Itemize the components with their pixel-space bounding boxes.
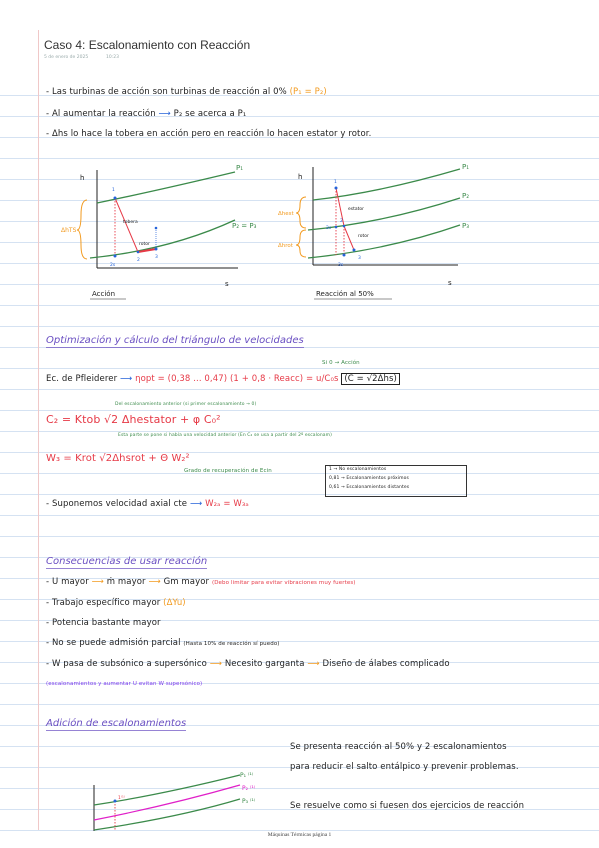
arrow-right-icon: ⟶ [158,109,171,119]
label-pt2: 2 [340,219,343,224]
cons-line-6: (escalonamientos y aumentar U evitan W supersónico) [46,681,203,687]
caption-reaccion: Reacción al 50% [316,290,374,298]
note-si0: Si 0 → Acción [322,360,360,366]
note-c2: Del escalonamiento anterior (si primer escalonamiento → 0) [115,402,257,407]
label-s: s [225,280,229,288]
label-pt2s: 2s [326,226,332,231]
intro-line-2-b: P₂ se acerca a P₁ [173,109,247,119]
cons-5-a: - W pasa de subsónico a supersónico [46,659,207,669]
label-p1: P₁ [462,163,470,171]
cons-4-note: (Hasta 10% de reacción sí puedo) [183,641,280,647]
intro-line-2 [46,109,246,119]
heading-adicion: Adición de escalonamientos [46,718,187,729]
label-p3: P₃ [462,222,470,230]
tobera-line [115,198,138,252]
margin-line [38,30,39,830]
cons-5-c: Diseño de álabes complicado [322,659,450,669]
pfleiderer-c: (C = √2Δhs) [341,373,400,385]
label-pt1: 1 [334,180,337,185]
cons-line-2 [46,598,186,608]
arrow-right-icon: ⟶ [120,374,133,384]
arrow-right-icon: ⟶ [209,659,223,669]
page-header [0,0,599,76]
heading-optimizacion: Optimización y cálculo del triángulo de velocidades [46,335,304,346]
pfleiderer-eq: ηopt = (0,38 ... 0,47) (1 + 0,8 · Reacc) = u/C₀s [135,374,339,384]
label-h: h [80,174,85,182]
arrow-right-icon: ⟶ [91,577,104,587]
label-pt3: 3 [155,255,158,260]
adicion-para-1-l1: Se presenta reacción al 50% y 2 escalonamientos [290,742,507,752]
label-pt2s: 2s [110,263,116,268]
label-pt2: 2 [137,258,140,263]
label-p3: P₃ ⁽¹⁾ [242,798,256,805]
phi-value-3: 0,61 → Escalonamientos distantes [329,485,410,490]
suponemos-line [46,499,249,509]
page-time: 10:23 [106,55,119,60]
isobar-p2p3 [90,220,235,258]
suponemos-text: - Suponemos velocidad axial cte [46,499,188,509]
label-dhrot: Δhrot [278,243,293,249]
diagram-accion [60,160,260,310]
c2-line [46,413,221,426]
dhts-brace [77,200,87,259]
diagram-escalonamientos [80,765,280,831]
adicion-para-2-l1: Se resuelve como si fuesen dos ejercicios de reacción [290,801,525,811]
heading-consecuencias: Consecuencias de usar reacción [46,556,208,567]
page-title: Caso 4: Escalonamiento con Reacción [44,38,251,52]
cons-2-text: - Trabajo específico mayor [46,598,161,608]
intro-line-1 [46,87,327,97]
label-estator: estator [348,207,365,212]
phi-values-box [325,465,467,497]
note-grado: Grado de recuperación de Ecin [184,468,272,474]
label-tobera: tobera [123,220,138,225]
arrow-right-icon: ⟶ [148,577,161,587]
cons-line-5 [46,659,450,669]
note-w3: Esta parte se pone si había una velocidad anterior (En C₂ se usa a partir del 2º escalonam) [118,433,332,438]
label-dhest: Δhest [278,211,294,217]
pfleiderer-label: Ec. de Pfleiderer [46,374,118,384]
label-s: s [448,279,452,287]
cons-1-note: (Debo limitar para evitar vibraciones muy fuertes) [211,580,356,586]
dhrot-brace [296,230,306,257]
cons-line-4 [46,638,280,648]
w3-line [46,453,190,464]
label-p2p3: P₂ = P₃ [232,222,257,230]
intro-line-1-note: (P₁ = P₂) [289,87,327,97]
adicion-para-1-l2: para reducir el salto entálpico y prevenir problemas. [290,762,519,772]
intro-line-1-text: - Las turbinas de acción son turbinas de reacción al 0% [46,87,287,97]
cons-1-c: Gm mayor [163,577,210,587]
intro-line-3: - Δhs lo hace la tobera en acción pero en reacción lo hacen estator y rotor. [46,129,372,139]
cons-1-b: ṁ mayor [106,577,146,587]
label-pt1: 1⁽¹⁾ [118,796,125,801]
dhest-brace [296,197,306,228]
arrow-right-icon: ⟶ [307,659,320,669]
caption-accion: Acción [92,290,116,298]
cons-2-note: (ΔYu) [163,598,186,608]
isobar-p1 [97,172,235,203]
cons-line-1 [46,577,356,587]
label-p1: P₁ ⁽¹⁾ [240,772,254,779]
pfleiderer-line [46,374,400,384]
label-h: h [298,173,303,181]
phi-value-1: 1 → No escalonamientos [329,467,387,472]
label-pt3: 3 [358,256,361,261]
cons-line-3: - Potencia bastante mayor [46,618,161,628]
label-rotor: rotor [139,242,150,247]
w3-eq: W₃ = Krot √2Δhsrot + Θ W₂² [46,453,190,464]
cons-5-b: Necesito garganta [224,659,305,669]
label-p1: P₁ [236,164,244,172]
intro-line-2-a: - Al aumentar la reacción [46,109,156,119]
label-p2: P₂ ⁽¹⁾ [242,785,256,792]
label-pt1: 1 [112,188,115,193]
w-axial-eq: W₂ₐ = W₃ₐ [205,499,249,509]
diagram-reaccion-50 [278,155,483,310]
phi-value-2: 0,81 → Escalonamientos próximos [329,476,409,481]
label-p2: P₂ [462,192,470,200]
cons-4-text: - No se puede admisión parcial [46,638,181,648]
label-dhts: ΔhTS [61,227,77,234]
page-footer: Máquinas Térmicas página 1 [0,832,599,838]
label-pt3s: 3s [338,263,344,268]
c2-eq: C₂ = Ktob √2 Δhestator + φ C₀² [46,413,221,426]
cons-1-a: - U mayor [46,577,89,587]
arrow-right-icon: ⟶ [189,499,203,509]
label-rotor: rotor [358,234,369,239]
page-date: 5 de enero de 2025 [44,55,89,60]
